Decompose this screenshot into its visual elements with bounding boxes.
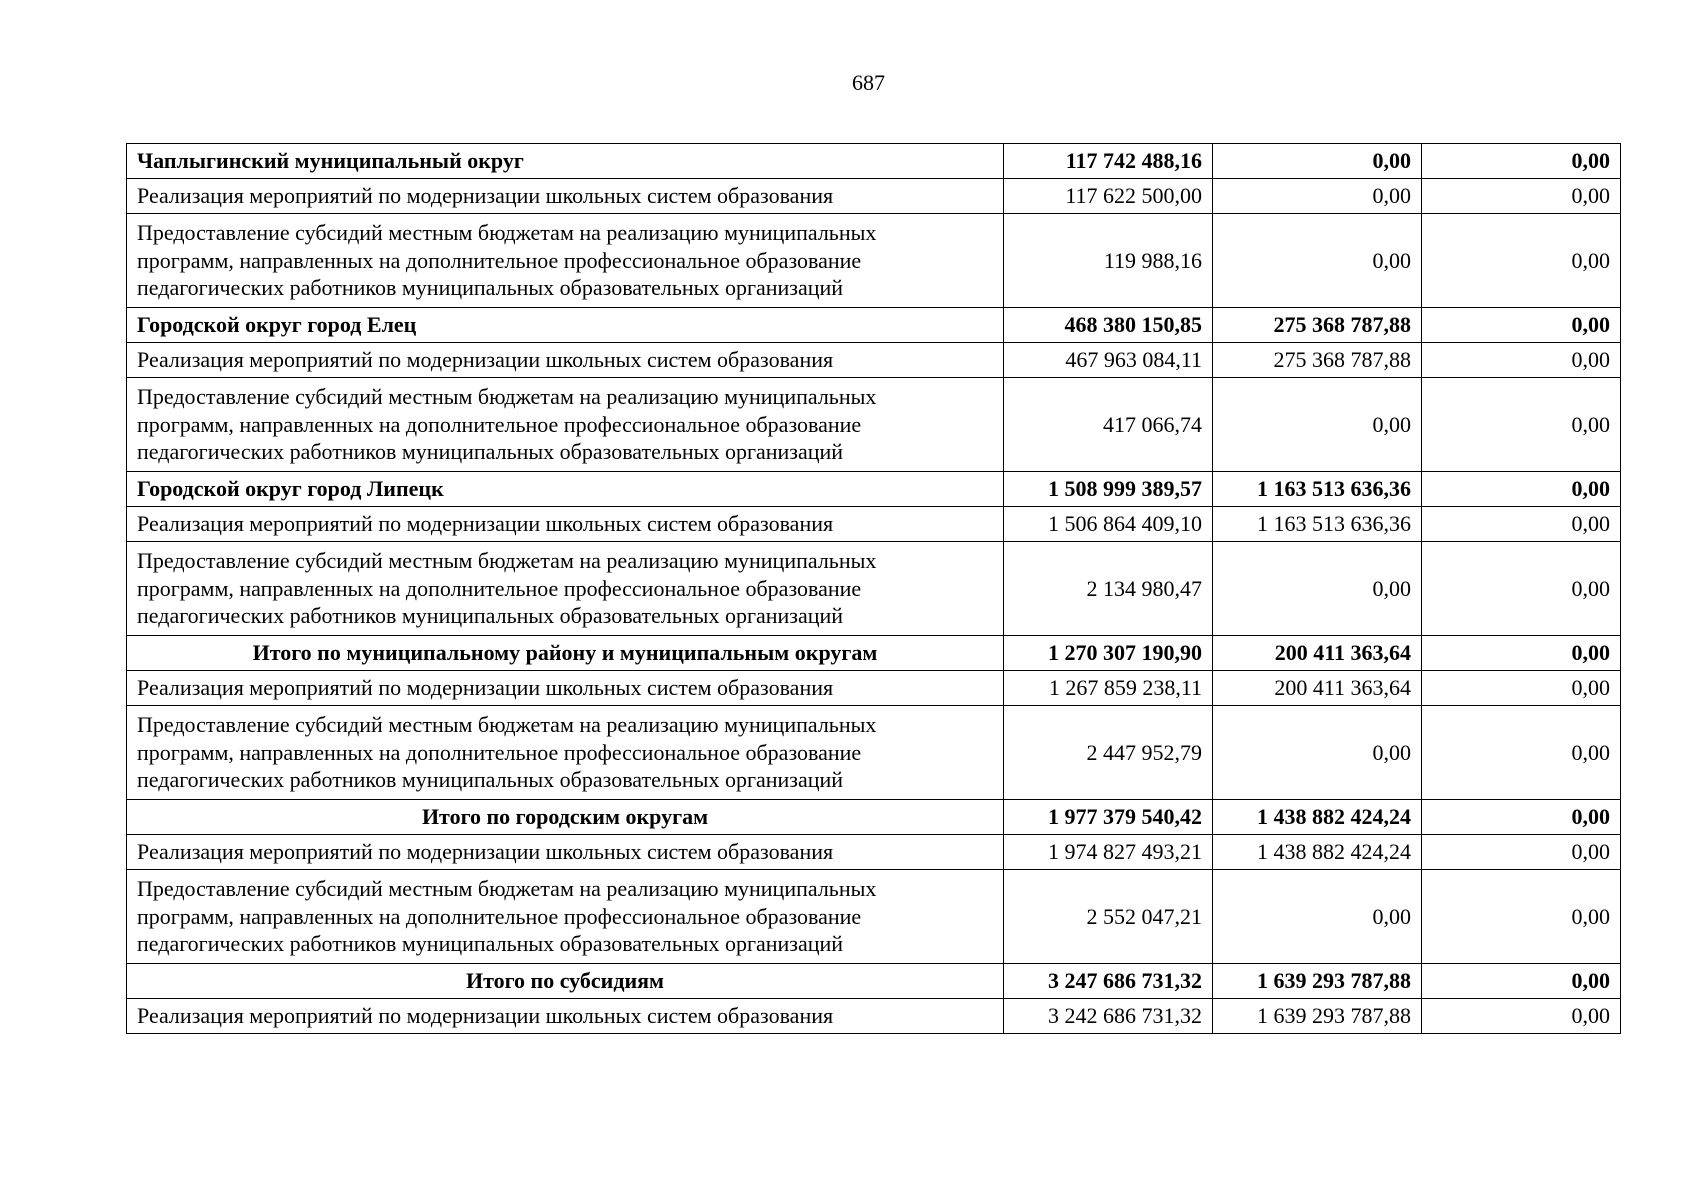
- table-row: [127, 542, 1621, 636]
- table-row: [127, 671, 1621, 706]
- row-name-cell: Чаплыгинский муниципальный округ: [127, 144, 1004, 179]
- row-name-cell: [127, 214, 1004, 308]
- row-name-cell: Реализация мероприятий по модернизации школьных систем образования: [127, 179, 1004, 214]
- amount-cell-1: 417 066,74: [1004, 378, 1213, 472]
- row-name-cell: Городской округ город Липецк: [127, 472, 1004, 507]
- total-row: [127, 636, 1621, 671]
- amount-cell-1: 468 380 150,85: [1004, 308, 1213, 343]
- row-name-line: программ, направленных на дополнительное профессиональное образование: [137, 247, 862, 273]
- row-name-line: педагогических работников муниципальных образовательных организаций: [137, 603, 844, 629]
- amount-cell-2: 0,00: [1213, 378, 1422, 472]
- amount-cell-3: 0,00: [1422, 214, 1621, 308]
- table-row: [127, 214, 1621, 308]
- page-number: 687: [852, 70, 885, 95]
- table-row: [127, 706, 1621, 800]
- row-name-line: педагогических работников муниципальных образовательных организаций: [137, 931, 844, 957]
- total-row: [127, 964, 1621, 999]
- row-name-cell: [127, 870, 1004, 964]
- row-name-cell: Итого по городским округам: [127, 800, 1004, 835]
- table-row: [127, 343, 1621, 378]
- amount-cell-1: 2 447 952,79: [1004, 706, 1213, 800]
- amount-cell-1: 2 552 047,21: [1004, 870, 1213, 964]
- row-name-line: программ, направленных на дополнительное профессиональное образование: [137, 575, 862, 601]
- amount-cell-3: 0,00: [1422, 964, 1621, 999]
- amount-cell-3: 0,00: [1422, 472, 1621, 507]
- table-row: [127, 378, 1621, 472]
- row-name-cell: [127, 542, 1004, 636]
- municipality-header-row: [127, 472, 1621, 507]
- amount-cell-3: 0,00: [1422, 542, 1621, 636]
- row-name-cell: Реализация мероприятий по модернизации школьных систем образования: [127, 999, 1004, 1034]
- amount-cell-1: 1 974 827 493,21: [1004, 835, 1213, 870]
- table-row: [127, 835, 1621, 870]
- row-name-line: педагогических работников муниципальных образовательных организаций: [137, 767, 844, 793]
- row-name-line: программ, направленных на дополнительное профессиональное образование: [137, 903, 862, 929]
- row-name-line: Предоставление субсидий местным бюджетам на реализацию муниципальных: [137, 876, 877, 902]
- row-name-line: педагогических работников муниципальных образовательных организаций: [137, 439, 844, 465]
- amount-cell-2: 1 438 882 424,24: [1213, 800, 1422, 835]
- amount-cell-2: 0,00: [1213, 179, 1422, 214]
- amount-cell-3: 0,00: [1422, 179, 1621, 214]
- amount-cell-3: 0,00: [1422, 999, 1621, 1034]
- table-row: [127, 179, 1621, 214]
- amount-cell-2: 0,00: [1213, 144, 1422, 179]
- amount-cell-3: 0,00: [1422, 835, 1621, 870]
- amount-cell-1: 1 506 864 409,10: [1004, 507, 1213, 542]
- amount-cell-3: 0,00: [1422, 343, 1621, 378]
- row-name-cell: Городской округ город Елец: [127, 308, 1004, 343]
- amount-cell-1: 1 270 307 190,90: [1004, 636, 1213, 671]
- row-name-line: Предоставление субсидий местным бюджетам на реализацию муниципальных: [137, 384, 877, 410]
- municipality-header-row: [127, 308, 1621, 343]
- amount-cell-2: 1 639 293 787,88: [1213, 999, 1422, 1034]
- amount-cell-3: 0,00: [1422, 800, 1621, 835]
- row-name-cell: Реализация мероприятий по модернизации школьных систем образования: [127, 343, 1004, 378]
- amount-cell-3: 0,00: [1422, 636, 1621, 671]
- municipality-header-row: [127, 144, 1621, 179]
- table-row: [127, 870, 1621, 964]
- amount-cell-3: 0,00: [1422, 308, 1621, 343]
- amount-cell-1: 467 963 084,11: [1004, 343, 1213, 378]
- row-name-cell: Итого по субсидиям: [127, 964, 1004, 999]
- amount-cell-1: 1 508 999 389,57: [1004, 472, 1213, 507]
- amount-cell-2: 275 368 787,88: [1213, 308, 1422, 343]
- row-name-line: Предоставление субсидий местным бюджетам на реализацию муниципальных: [137, 548, 877, 574]
- row-name-cell: Итого по муниципальному району и муниципальным округам: [127, 636, 1004, 671]
- amount-cell-2: 200 411 363,64: [1213, 671, 1422, 706]
- row-name-line: программ, направленных на дополнительное профессиональное образование: [137, 739, 862, 765]
- amount-cell-2: 1 639 293 787,88: [1213, 964, 1422, 999]
- amount-cell-1: 1 267 859 238,11: [1004, 671, 1213, 706]
- amount-cell-3: 0,00: [1422, 706, 1621, 800]
- row-name-cell: [127, 378, 1004, 472]
- amount-cell-1: 117 742 488,16: [1004, 144, 1213, 179]
- amount-cell-3: 0,00: [1422, 144, 1621, 179]
- row-name-line: педагогических работников муниципальных образовательных организаций: [137, 275, 844, 301]
- amount-cell-2: 1 438 882 424,24: [1213, 835, 1422, 870]
- amount-cell-2: 0,00: [1213, 542, 1422, 636]
- row-name-cell: Реализация мероприятий по модернизации школьных систем образования: [127, 671, 1004, 706]
- amount-cell-1: 2 134 980,47: [1004, 542, 1213, 636]
- total-row: [127, 800, 1621, 835]
- table-row: [127, 507, 1621, 542]
- amount-cell-1: 3 242 686 731,32: [1004, 999, 1213, 1034]
- amount-cell-3: 0,00: [1422, 870, 1621, 964]
- amount-cell-1: 117 622 500,00: [1004, 179, 1213, 214]
- amount-cell-2: 0,00: [1213, 214, 1422, 308]
- amount-cell-2: 0,00: [1213, 706, 1422, 800]
- amount-cell-2: 200 411 363,64: [1213, 636, 1422, 671]
- amount-cell-2: 275 368 787,88: [1213, 343, 1422, 378]
- budget-table-body: [127, 144, 1621, 1034]
- row-name-line: Предоставление субсидий местным бюджетам на реализацию муниципальных: [137, 712, 877, 738]
- row-name-cell: [127, 706, 1004, 800]
- table-row: [127, 999, 1621, 1034]
- row-name-cell: Реализация мероприятий по модернизации школьных систем образования: [127, 835, 1004, 870]
- amount-cell-2: 1 163 513 636,36: [1213, 507, 1422, 542]
- amount-cell-1: 1 977 379 540,42: [1004, 800, 1213, 835]
- row-name-line: Предоставление субсидий местным бюджетам на реализацию муниципальных: [137, 220, 877, 246]
- amount-cell-1: 119 988,16: [1004, 214, 1213, 308]
- amount-cell-3: 0,00: [1422, 671, 1621, 706]
- row-name-line: программ, направленных на дополнительное профессиональное образование: [137, 411, 862, 437]
- amount-cell-3: 0,00: [1422, 378, 1621, 472]
- amount-cell-1: 3 247 686 731,32: [1004, 964, 1213, 999]
- budget-table: [126, 143, 1621, 1034]
- amount-cell-3: 0,00: [1422, 507, 1621, 542]
- amount-cell-2: 0,00: [1213, 870, 1422, 964]
- amount-cell-2: 1 163 513 636,36: [1213, 472, 1422, 507]
- row-name-cell: Реализация мероприятий по модернизации школьных систем образования: [127, 507, 1004, 542]
